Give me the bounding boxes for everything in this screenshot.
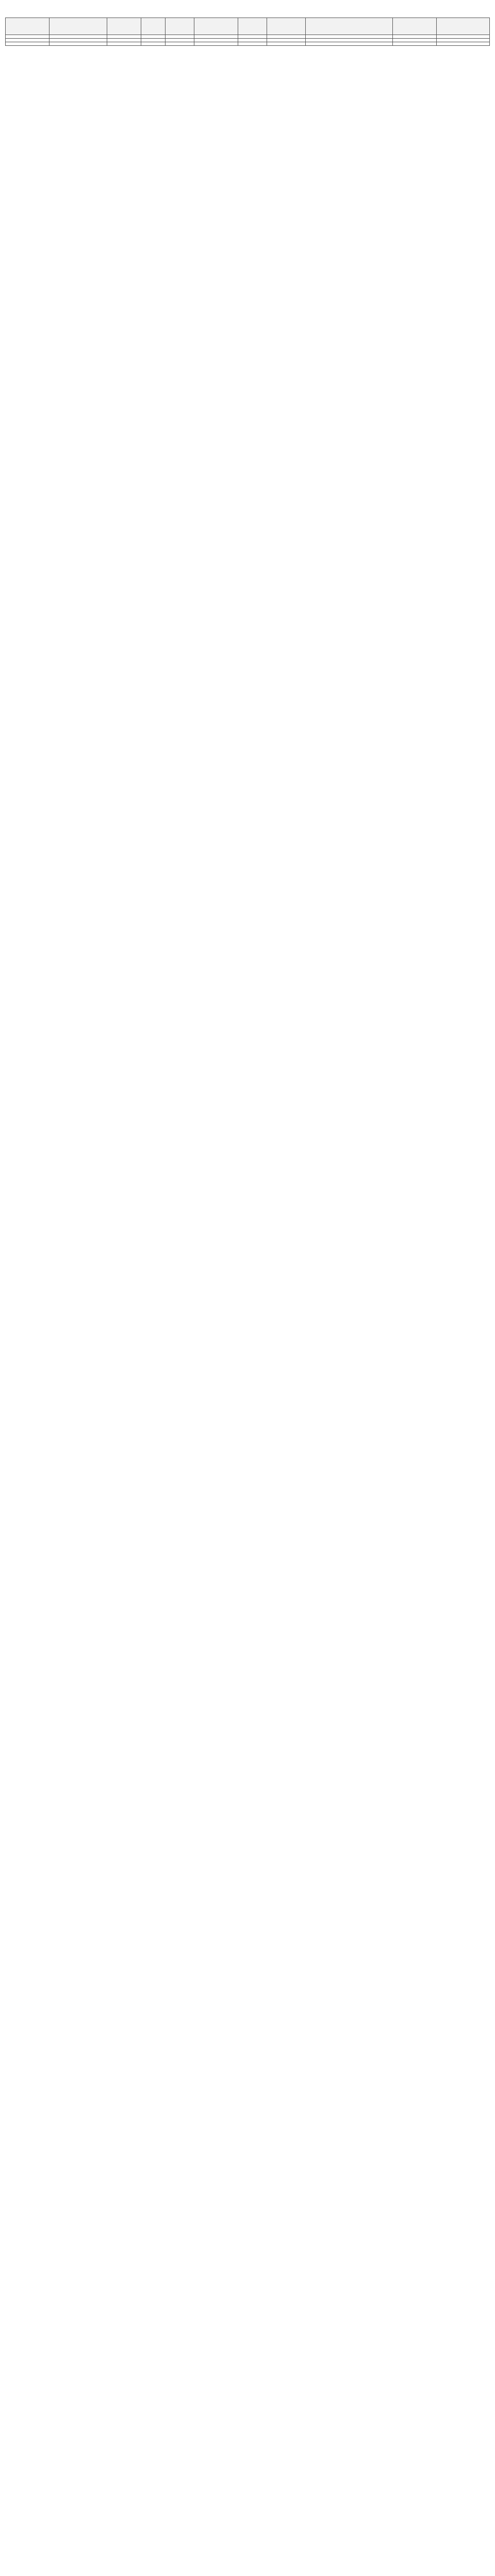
table-cell [238, 42, 267, 46]
column-header [267, 18, 305, 35]
table-cell [306, 39, 393, 42]
table-cell [393, 42, 437, 46]
table-body [6, 35, 490, 46]
table-cell [6, 35, 50, 39]
column-header [393, 18, 437, 35]
table-cell [267, 39, 305, 42]
table-cell [393, 39, 437, 42]
table-row [6, 39, 490, 42]
table-cell [141, 35, 165, 39]
table-cell [49, 39, 107, 42]
column-header [165, 18, 194, 35]
table-cell [49, 42, 107, 46]
table-cell [393, 35, 437, 39]
table-cell [165, 35, 194, 39]
table-cell [6, 39, 50, 42]
column-header [194, 18, 238, 35]
table-cell [49, 35, 107, 39]
table-cell [194, 35, 238, 39]
table-cell [267, 35, 305, 39]
table-header-row [6, 18, 490, 35]
table-cell [436, 35, 489, 39]
table-cell [6, 42, 50, 46]
table-cell [238, 39, 267, 42]
column-header [6, 18, 50, 35]
table-cell [267, 42, 305, 46]
table-cell [141, 42, 165, 46]
table-cell [194, 39, 238, 42]
column-header [49, 18, 107, 35]
column-header [107, 18, 141, 35]
table-cell [165, 39, 194, 42]
table-cell [165, 42, 194, 46]
column-header [306, 18, 393, 35]
table-cell [306, 35, 393, 39]
page-title [5, 4, 490, 18]
column-header [141, 18, 165, 35]
column-header [238, 18, 267, 35]
table-cell [107, 42, 141, 46]
table-cell [107, 35, 141, 39]
table-cell [141, 39, 165, 42]
table-row [6, 35, 490, 39]
column-header [436, 18, 489, 35]
table-cell [238, 35, 267, 39]
table-cell [306, 42, 393, 46]
document-page [0, 0, 495, 54]
table-cell [194, 42, 238, 46]
positions-table [5, 18, 490, 46]
table-cell [107, 39, 141, 42]
table-row [6, 42, 490, 46]
table-cell [436, 42, 489, 46]
table-cell [436, 39, 489, 42]
